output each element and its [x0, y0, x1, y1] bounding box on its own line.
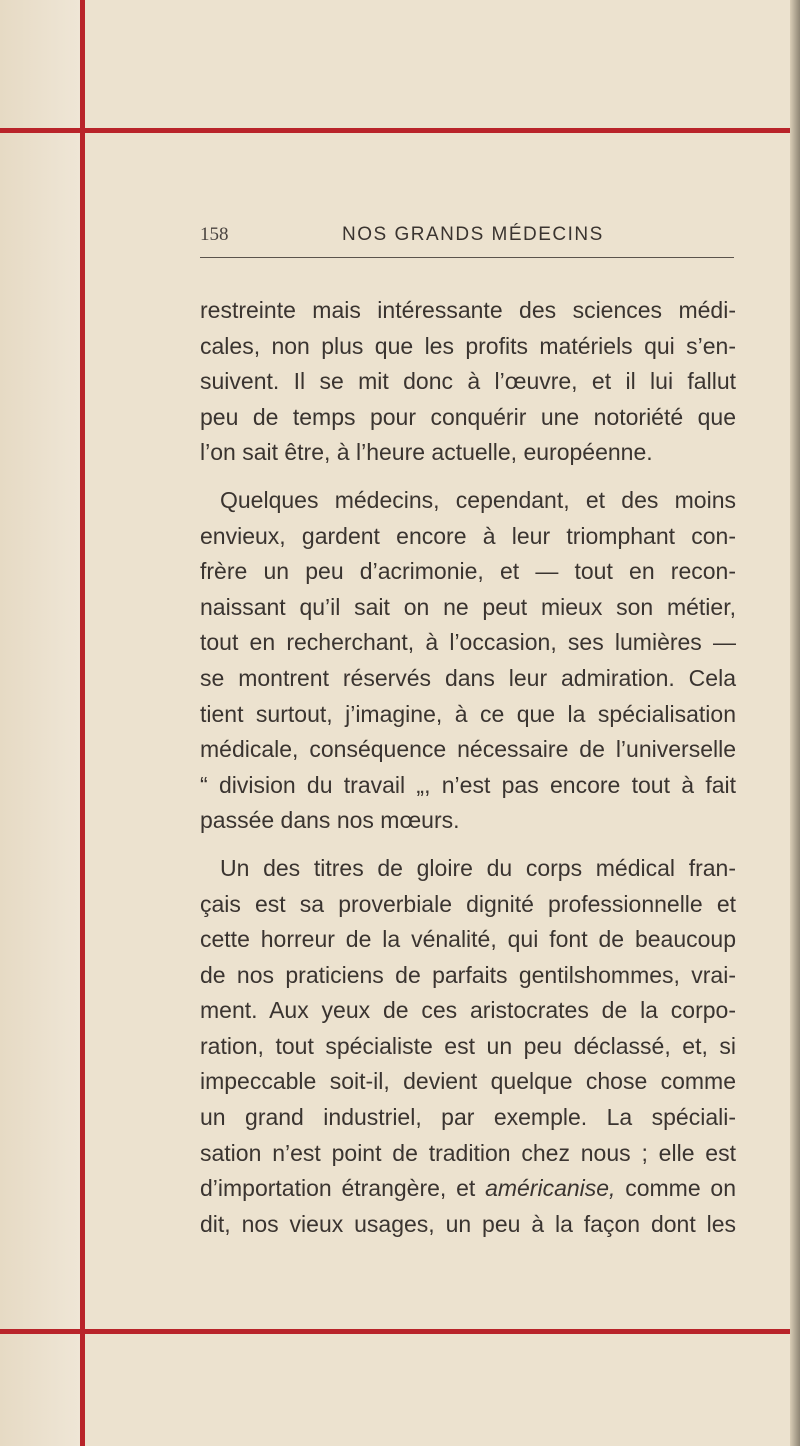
text-line: se montrent réservés dans leur admiration. Cela: [200, 664, 736, 691]
body-text: [200, 293, 736, 1254]
text-line: ment. Aux yeux de ces aristocrates de la corpo-: [200, 997, 736, 1024]
text-line: de nos praticiens de parfaits gentilshommes, vrai-: [200, 961, 736, 988]
text-segment: comme on: [625, 1175, 736, 1202]
bottom-red-rule: [0, 1329, 800, 1334]
paragraph-1: [200, 293, 736, 471]
running-header: [200, 224, 734, 254]
text-line: médicale, conséquence nécessaire de l’universelle: [200, 736, 736, 763]
text-line-italic: [200, 1171, 736, 1207]
text-line: naissant qu’il sait on ne peut mieux son métier,: [200, 593, 736, 620]
text-line: çais est sa proverbiale dignité professionnelle et: [200, 890, 736, 917]
header-rule: [200, 257, 734, 258]
text-line: impeccable soit-il, devient quelque chose comme: [200, 1068, 736, 1095]
text-line: Un des titres de gloire du corps médical fran-: [220, 854, 736, 881]
text-line: cette horreur de la vénalité, qui font de beaucoup: [200, 926, 736, 953]
text-line: Quelques médecins, cependant, et des moins: [220, 486, 736, 513]
top-red-rule: [0, 128, 800, 133]
text-line: cales, non plus que les profits matériels qui s’en-: [200, 332, 736, 359]
paragraph-3: [200, 851, 736, 1243]
text-line: “ division du travail „, n’est pas encore tout à fait: [200, 771, 736, 798]
text-line: suivent. Il se mit donc à l’œuvre, et il lui fallut: [200, 368, 736, 395]
text-segment: d’importation étrangère, et: [200, 1175, 476, 1202]
text-line: un grand industriel, par exemple. La spéciali-: [200, 1104, 736, 1131]
page-left-margin: [0, 0, 80, 1446]
text-line: tout en recherchant, à l’occasion, ses lumières —: [200, 629, 736, 656]
text-line: sation n’est point de tradition chez nous ; elle est: [200, 1139, 736, 1166]
vertical-red-rule: [80, 0, 85, 1446]
paragraph-2: [200, 483, 736, 839]
text-line: ration, tout spécialiste est un peu déclassé, et, si: [200, 1032, 736, 1059]
text-line: passée dans nos mœurs.: [200, 807, 460, 834]
text-line: dit, nos vieux usages, un peu à la façon dont les: [200, 1210, 736, 1237]
page-right-edge: [790, 0, 800, 1446]
text-line: peu de temps pour conquérir une notoriété que: [200, 403, 736, 430]
page-number: 158: [200, 224, 229, 245]
text-line: tient surtout, j’imagine, à ce que la spécialisation: [200, 700, 736, 727]
text-line: frère un peu d’acrimonie, et — tout en recon-: [200, 558, 736, 585]
text-line: envieux, gardent encore à leur triomphant con-: [200, 522, 736, 549]
running-title: NOS GRANDS MÉDECINS: [342, 224, 604, 245]
text-line: restreinte mais intéressante des sciences médi-: [200, 297, 736, 323]
italic-word: américanise,: [485, 1175, 616, 1202]
text-line: l’on sait être, à l’heure actuelle, européenne.: [200, 439, 653, 466]
